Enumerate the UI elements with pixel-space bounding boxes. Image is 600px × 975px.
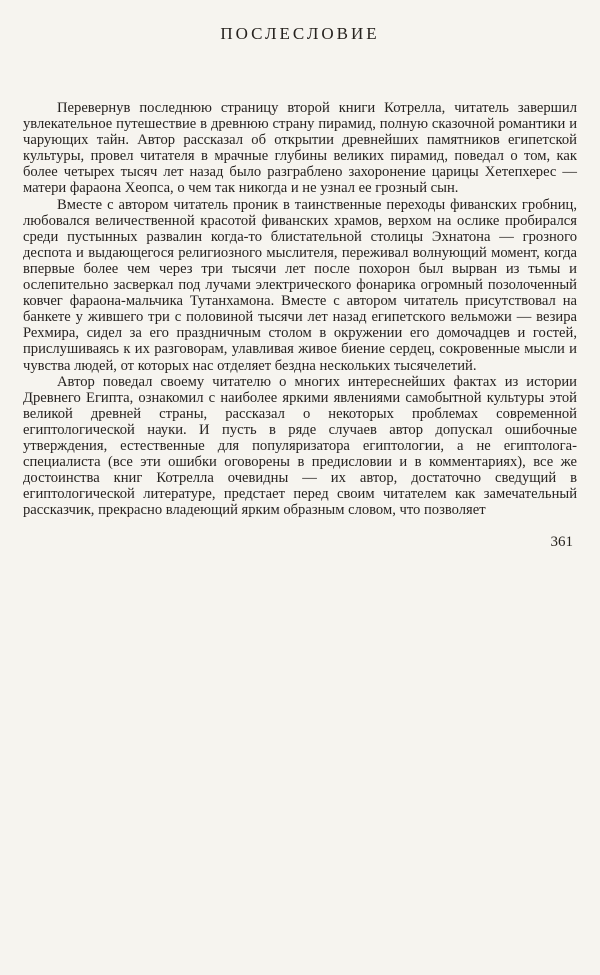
body-paragraph-1: Перевернув последнюю страницу второй книги Котрелла, читатель завершил увлекательное путешествие в древнюю страну пирамид, полную сказочной романтики и чарующих тайн. Автор рассказал об открытии древнейших памятников египетской культуры, провел читателя в мрачные глубины великих пирамид, поведал о том, как более четырех тысяч лет назад было разграблено захоронение царицы Хетепхерес — матери фараона Хеопса, о чем так никогда и не узнал ее грозный сын. xyxy=(23,100,577,197)
page-body xyxy=(23,100,577,518)
page-title: ПОСЛЕСЛОВИЕ xyxy=(220,24,380,43)
body-paragraph-3: Автор поведал своему читателю о многих интереснейших фактах из истории Древнего Египта, ознакомил с наиболее яркими явлениями самобытной культуры этой великой древней страны, рассказал о некоторых проблемах современной египтологической науки. И пусть в ряде случаев автор допускал ошибочные утверждения, естественные для популяризатора египтологии, а не египтолога-специалиста (все эти ошибки оговорены в предисловии и в комментариях), все же достоинства книг Котрелла очевидны — их автор, достаточно сведущий в египтологической литературе, предстает перед своим читателем как замечательный рассказчик, прекрасно владеющий ярким образным словом, что позволяет xyxy=(23,373,577,519)
body-paragraph-2: Вместе с автором читатель проник в таинственные переходы фиванских гробниц, любовался величественной красотой фиванских храмов, верхом на ослике пробирался среди пустынных развалин когда-то блистательной столицы Эхнатона — грозного деспота и выдающегося религиозного мыслителя, переживал волнующий момент, когда впервые более чем через три тысячи лет после похорон был вырван из тьмы и ослепительно засверкал под лучами электрического фонарика огромный позолоченный ковчег фараона-мальчика Тутанхамона. Вместе с автором читатель присутствовал на банкете у жившего три с половиной тысячи лет назад египетского вельможи — везира Рехмира, сидел за его праздничным столом в окружении его домочадцев и гостей, прислушиваясь к их разговорам, улавливая живое биение сердец, сокровенные мысли и чувства людей, от которых нас отделяет бездна нескольких тысячелетий. xyxy=(23,196,577,374)
page-number: 361 xyxy=(550,534,573,551)
